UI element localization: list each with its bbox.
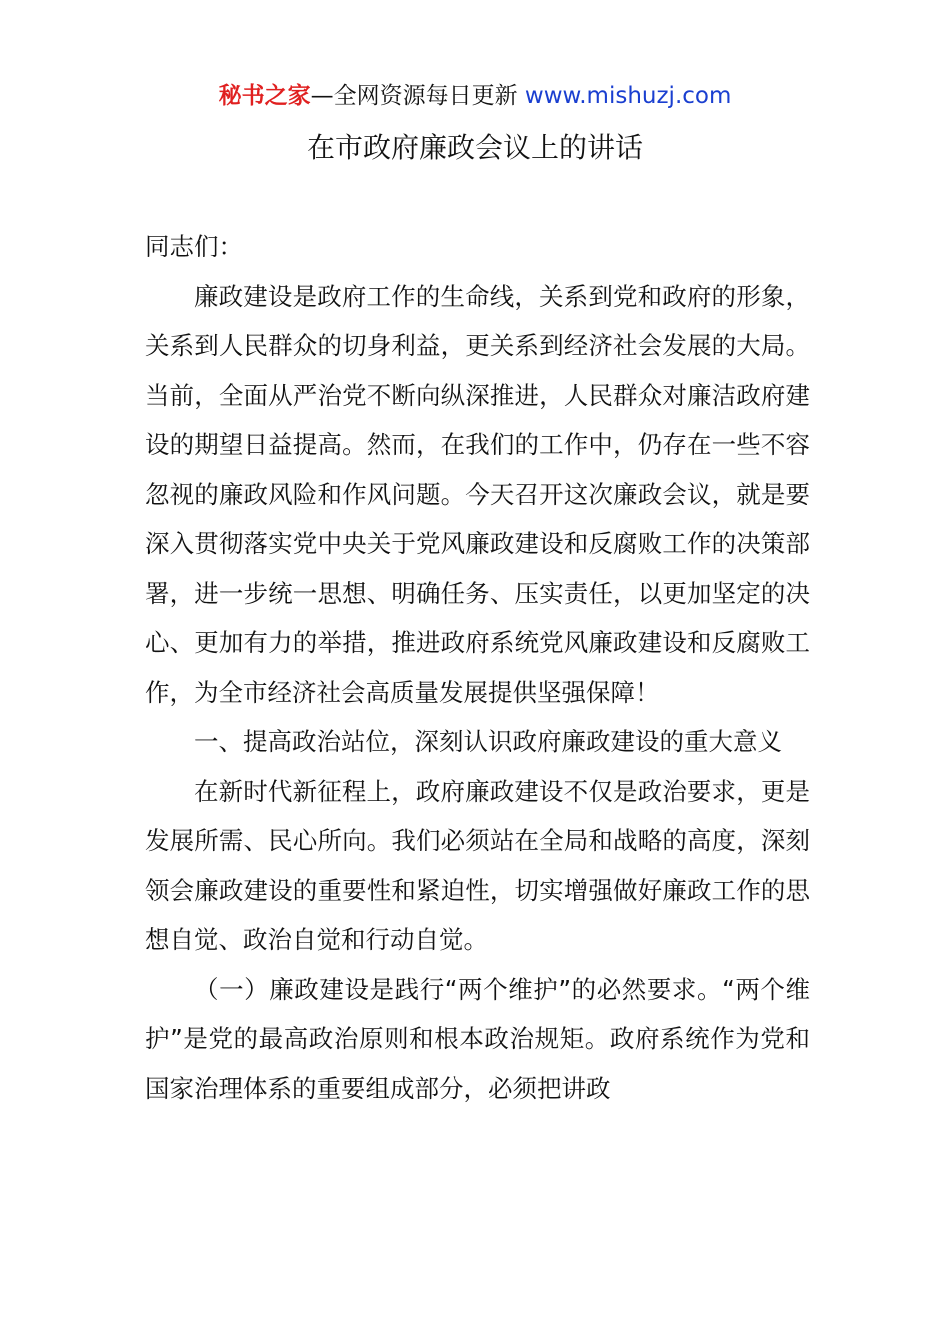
brand-name: 秘书之家 [218, 83, 311, 109]
site-url-link[interactable]: www.mishuzj.com [524, 83, 732, 109]
paragraph-subsection-1: （一）廉政建设是践行“两个维护”的必然要求。“两个维护”是党的最高政治原则和根本政治规矩。政府系统作为党和国家治理体系的重要组成部分，必须把讲政 [145, 974, 810, 1103]
banner-tagline: —全网资源每日更新 [310, 83, 518, 109]
site-banner [0, 80, 950, 112]
document-title: 在市政府廉政会议上的讲话 [306, 131, 643, 164]
salutation: 同志们： [145, 232, 243, 261]
document-body [145, 222, 810, 1113]
paragraph-section-1: 在新时代新征程上，政府廉政建设不仅是政治要求，更是发展所需、民心所向。我们必须站在全局和战略的高度，深刻领会廉政建设的重要性和紧迫性，切实增强做好廉政工作的思想自觉、政治自觉和行动自觉。 [145, 776, 810, 954]
paragraph-intro: 廉政建设是政府工作的生命线，关系到党和政府的形象，关系到人民群众的切身利益，更关系到经济社会发展的大局。当前，全面从严治党不断向纵深推进，人民群众对廉洁政府建设的期望日益提高。然而，在我们的工作中，仍存在一些不容忽视的廉政风险和作风问题。今天召开这次廉政会议，就是要深入贯彻落实党中央关于党风廉政建设和反腐败工作的决策部署，进一步统一思想、明确任务、压实责任，以更加坚定的决心、更加有力的举措，推进政府系统党风廉政建设和反腐败工作，为全市经济社会高质量发展提供坚强保障！ [145, 281, 810, 707]
section-heading-1: 一、提高政治站位，深刻认识政府廉政建设的重大意义 [194, 727, 782, 756]
